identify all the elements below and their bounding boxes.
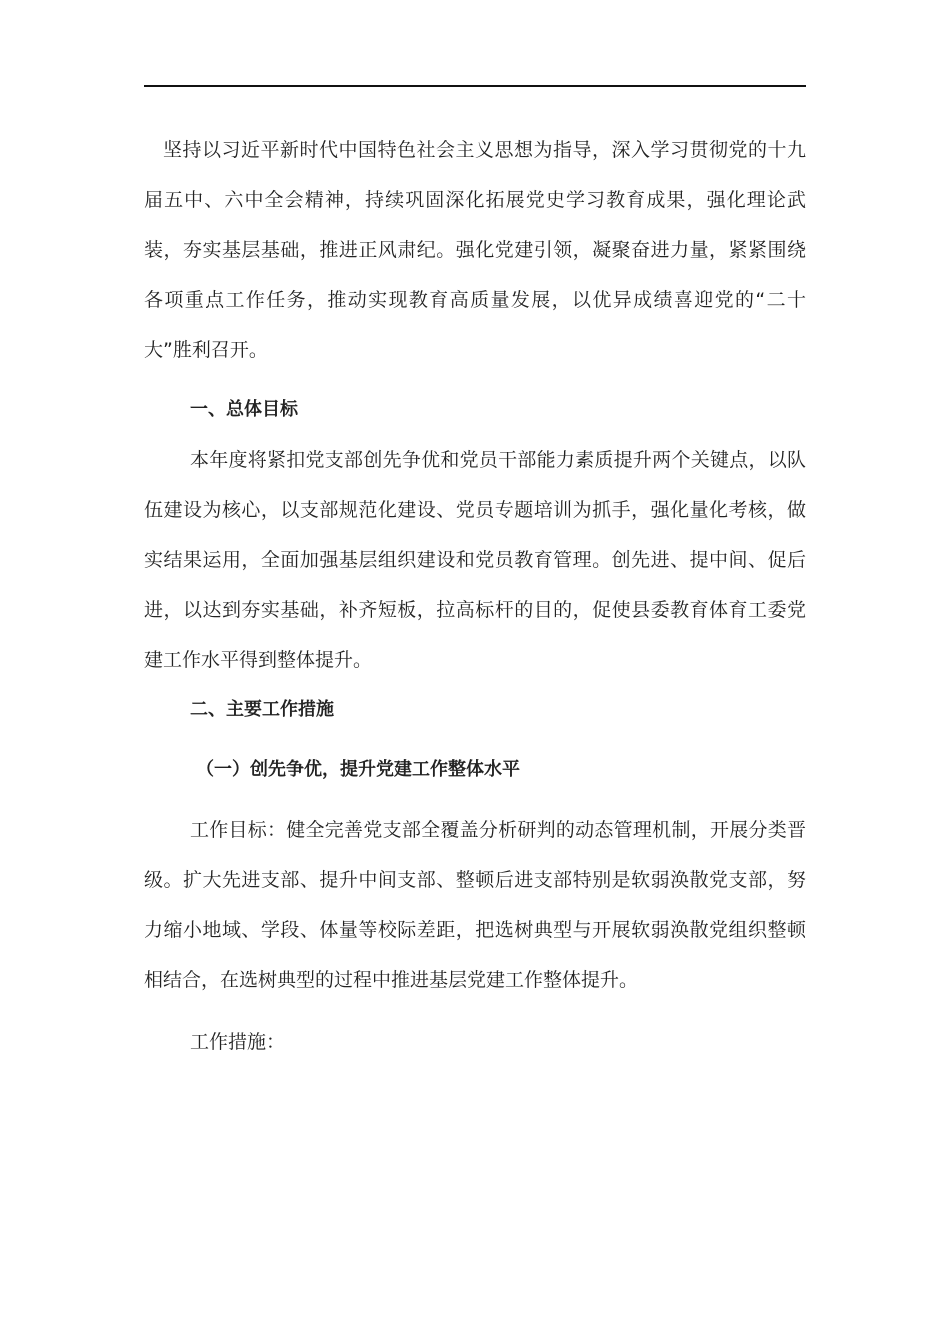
work-measures-paragraph: 工作措施： [190,1031,286,1053]
intro-paragraph: 坚持以习近平新时代中国特色社会主义思想为指导，深入学习贯彻党的十九届五中、六中全会精神，持续巩固深化拓展党史学习教育成果，强化理论武装，夯实基层基础，推进正风肃纪。强化党建引领，凝聚奋进力量，紧紧围绕各项重点工作任务，推动实现教育高质量发展，以优异成绩喜迎党的“二十大”胜利召开。 [144,139,806,361]
header-rule [144,85,806,87]
section-heading-main-measures: 二、主要工作措施 [190,699,334,720]
subsection-heading-excellence: （一）创先争优，提升党建工作整体水平 [196,759,520,780]
work-goal-paragraph: 工作目标：健全完善党支部全覆盖分析研判的动态管理机制，开展分类晋级。扩大先进支部、提升中间支部、整顿后进支部特别是软弱涣散党支部，努力缩小地域、学段、体量等校际差距，把选树典型与开展软弱涣散党组织整顿相结合，在选树典型的过程中推进基层党建工作整体提升。 [144,819,806,991]
overall-goals-paragraph: 本年度将紧扣党支部创先争优和党员干部能力素质提升两个关键点，以队伍建设为核心，以支部规范化建设、党员专题培训为抓手，强化量化考核，做实结果运用，全面加强基层组织建设和党员教育管理。创先进、提中间、促后进，以达到夯实基础，补齐短板，拉高标杆的目的，促使县委教育体育工委党建工作水平得到整体提升。 [144,449,806,671]
document-body [144,125,806,1067]
section-heading-overall-goals: 一、总体目标 [190,399,298,420]
